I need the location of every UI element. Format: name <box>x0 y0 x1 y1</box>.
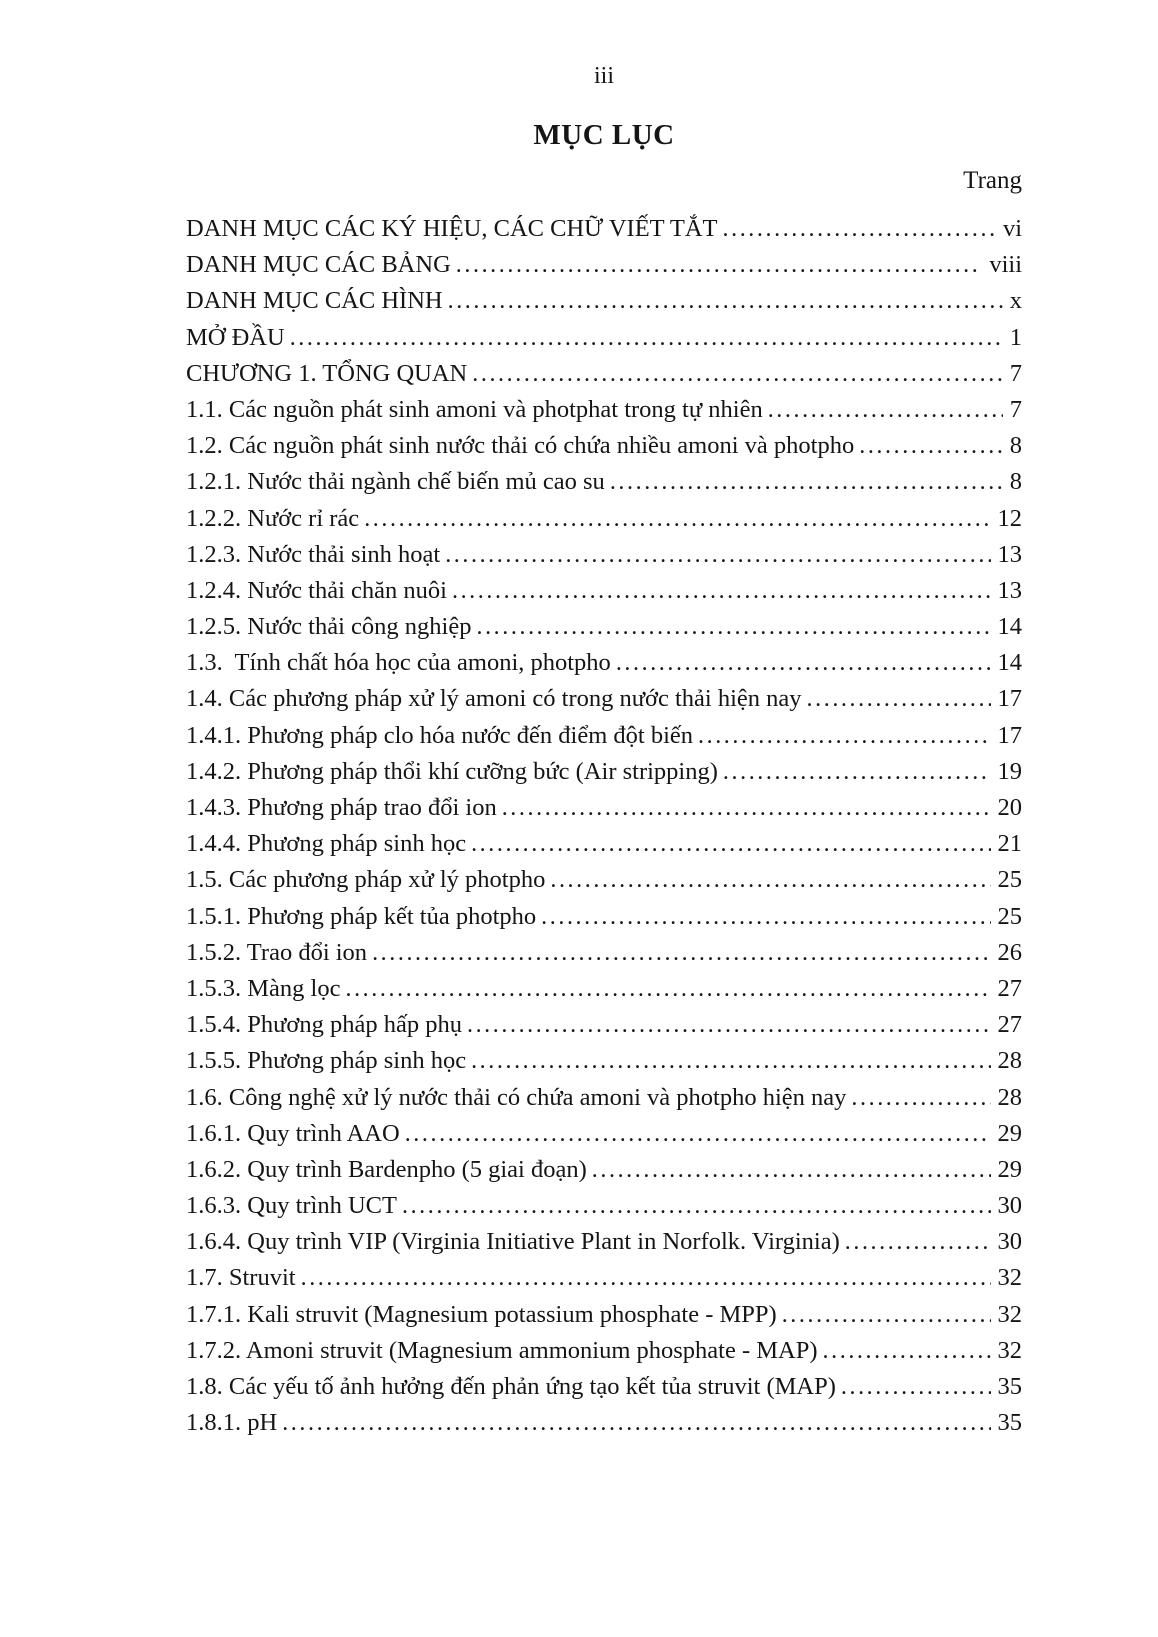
toc-entry-page-number: 29 <box>997 1155 1022 1183</box>
toc-entry-page-number: vi <box>1002 215 1022 242</box>
toc-entry-label: MỞ ĐẦU <box>186 323 285 351</box>
toc-entry-leader-dots <box>445 537 990 573</box>
toc-entry-page-number: 30 <box>997 1192 1022 1220</box>
toc-entry-label: 1.2.1. Nước thải ngành chế biến mủ cao su <box>186 468 605 496</box>
toc-entry <box>186 1043 1022 1079</box>
toc-entry <box>186 1333 1022 1369</box>
toc-entry-label: CHƯƠNG 1. TỔNG QUAN <box>186 359 468 387</box>
toc-entry-label: 1.4.2. Phương pháp thổi khí cưỡng bức (Air stripping) <box>186 757 718 785</box>
toc-entry-page-number: 8 <box>1009 432 1022 460</box>
toc-entry-label: DANH MỤC CÁC BẢNG <box>186 251 451 279</box>
toc-entry-page-number: 1 <box>1009 323 1022 351</box>
toc-entry-leader-dots <box>472 356 1003 392</box>
toc-entry-label: 1.2. Các nguồn phát sinh nước thải có chứa nhiều amoni và photpho <box>186 432 855 460</box>
toc-entry-page-number: 35 <box>997 1373 1022 1400</box>
toc-entry-label: 1.2.5. Nước thải công nghiệp <box>186 613 472 641</box>
toc-entry <box>186 1260 1022 1296</box>
toc-entry <box>186 464 1022 500</box>
toc-entry-label: 1.2.4. Nước thải chăn nuôi <box>186 576 447 604</box>
toc-entry-leader-dots <box>610 464 1003 500</box>
toc-entry-leader-dots <box>502 790 991 826</box>
toc-entry-page-number: 30 <box>997 1228 1022 1256</box>
toc-entry <box>186 501 1022 537</box>
toc-entry-leader-dots <box>859 428 1003 464</box>
toc-entry <box>186 1188 1022 1224</box>
toc-entry-page-number: 25 <box>997 902 1022 930</box>
toc-entry-page-number: 20 <box>997 794 1022 821</box>
toc-entry-label: 1.4.1. Phương pháp clo hóa nước đến điểm đột biến <box>186 721 693 749</box>
toc-entry-label: 1.7.1. Kali struvit (Magnesium potassium phosphate - MPP) <box>186 1300 777 1328</box>
toc-entry-label: 1.4.4. Phương pháp sinh học <box>186 830 467 858</box>
toc-entry-leader-dots <box>345 971 990 1007</box>
toc-entry-label: DANH MỤC CÁC HÌNH <box>186 287 443 315</box>
toc-entry-leader-dots <box>471 826 990 862</box>
toc-entry <box>186 609 1022 645</box>
toc-entry <box>186 790 1022 826</box>
toc-entry-label: 1.2.2. Nước rỉ rác <box>186 504 360 532</box>
toc-entry-page-number: 32 <box>997 1300 1022 1328</box>
toc-entry-leader-dots <box>471 1043 990 1079</box>
toc-entry-leader-dots <box>550 862 990 898</box>
toc-entry-leader-dots <box>807 681 991 717</box>
toc-entry-leader-dots <box>452 573 991 609</box>
toc-entry-leader-dots <box>823 1333 991 1369</box>
toc-entry-page-number: 17 <box>997 721 1022 749</box>
toc-entry-label: 1.6.4. Quy trình VIP (Virginia Initiative Plant in Norfolk. Virginia) <box>186 1228 840 1256</box>
toc-entry-label: 1.6.1. Quy trình AAO <box>186 1119 400 1147</box>
toc-entry-page-number: 32 <box>997 1336 1022 1364</box>
toc-entry <box>186 247 1022 283</box>
toc-entry-leader-dots <box>592 1152 991 1188</box>
toc-entry-label: 1.3. Tính chất hóa học của amoni, photpho <box>186 649 611 677</box>
toc-entry-page-number: 17 <box>997 685 1022 713</box>
toc-entry-leader-dots <box>301 1260 991 1296</box>
toc-entry-leader-dots <box>364 501 990 537</box>
toc-entry <box>186 645 1022 681</box>
toc-entry-label: DANH MỤC CÁC KÝ HIỆU, CÁC CHỮ VIẾT TẮT <box>186 215 718 242</box>
toc-entry-label: 1.5. Các phương pháp xử lý photpho <box>186 866 546 894</box>
toc-entry-label: 1.5.4. Phương pháp hấp phụ <box>186 1011 462 1039</box>
toc-entry-page-number: x <box>1009 287 1022 315</box>
toc-entry <box>186 899 1022 935</box>
toc-entry <box>186 1152 1022 1188</box>
toc-entry-leader-dots <box>616 645 991 681</box>
toc-entry-leader-dots <box>290 320 1003 356</box>
toc-entry-page-number: 7 <box>1009 395 1022 423</box>
toc-entry-label: 1.6. Công nghệ xử lý nước thải có chứa amoni và photpho hiện nay <box>186 1083 847 1111</box>
toc-entry-label: 1.5.3. Màng lọc <box>186 974 341 1002</box>
toc-entry <box>186 1369 1022 1405</box>
toc-entry-leader-dots <box>541 899 990 935</box>
toc-entry-label: 1.5.1. Phương pháp kết tủa photpho <box>186 902 537 930</box>
toc-entry-page-number: 27 <box>997 1011 1022 1039</box>
toc-entry-page-number: 32 <box>997 1264 1022 1292</box>
toc-entry-label: 1.7. Struvit <box>186 1264 296 1292</box>
toc-entry-page-number: 25 <box>997 866 1022 894</box>
toc-entry-label: 1.1. Các nguồn phát sinh amoni và photphat trong tự nhiên <box>186 395 763 423</box>
toc-entry-page-number: 14 <box>997 649 1022 677</box>
toc-entry-leader-dots <box>476 609 990 645</box>
toc-entry-label: 1.6.3. Quy trình UCT <box>186 1192 397 1220</box>
toc-entry <box>186 1116 1022 1152</box>
toc-entry-label: 1.5.2. Trao đổi ion <box>186 938 368 966</box>
toc-entry-leader-dots <box>698 718 991 754</box>
toc-entry-leader-dots <box>782 1297 991 1333</box>
toc-entry-label: 1.5.5. Phương pháp sinh học <box>186 1047 467 1075</box>
toc-entry-label: 1.4. Các phương pháp xử lý amoni có trong nước thải hiện nay <box>186 685 802 713</box>
toc-entry <box>186 718 1022 754</box>
toc-entry-page-number: 13 <box>997 576 1022 604</box>
toc-entry-leader-dots <box>723 754 991 790</box>
toc-entry-leader-dots <box>467 1007 991 1043</box>
toc-entry <box>186 681 1022 717</box>
toc-entry <box>186 1007 1022 1043</box>
toc-entry-leader-dots <box>372 935 990 971</box>
toc-entry-leader-dots <box>845 1224 991 1260</box>
toc-entry-page-number: 7 <box>1009 359 1022 387</box>
toc-entry <box>186 537 1022 573</box>
toc-entry-page-number: 13 <box>997 540 1022 568</box>
toc-entry-label: 1.6.2. Quy trình Bardenpho (5 giai đoạn) <box>186 1155 587 1183</box>
toc-entry <box>186 754 1022 790</box>
page-column-header: Trang <box>963 167 1022 194</box>
toc-entry-leader-dots <box>282 1405 990 1441</box>
toc-entry-page-number: 12 <box>997 504 1022 532</box>
toc-entry-label: 1.7.2. Amoni struvit (Magnesium ammonium phosphate - MAP) <box>186 1336 818 1364</box>
toc-entry-page-number: 8 <box>1009 468 1022 496</box>
toc-entry-page-number: viii <box>989 251 1022 279</box>
toc-entry-page-number: 26 <box>997 938 1022 966</box>
toc-entry <box>186 1080 1022 1116</box>
toc-entry-page-number: 29 <box>997 1119 1022 1147</box>
toc-entry <box>186 211 1022 247</box>
toc-entry-leader-dots <box>448 283 1003 319</box>
toc-entry-page-number: 28 <box>997 1083 1022 1111</box>
page-title: MỤC LỤC <box>533 119 675 151</box>
toc-entry-leader-dots <box>402 1188 991 1224</box>
toc-entry-label: 1.2.3. Nước thải sinh hoạt <box>186 540 441 568</box>
toc-entry-leader-dots <box>851 1080 990 1116</box>
toc-entry-leader-dots <box>768 392 1003 428</box>
toc-list <box>186 211 1022 1441</box>
page-number-marker: iii <box>593 63 614 89</box>
toc-entry-page-number: 27 <box>997 974 1022 1002</box>
toc-entry-leader-dots <box>723 211 996 247</box>
toc-entry-label: 1.4.3. Phương pháp trao đổi ion <box>186 794 497 821</box>
toc-entry <box>186 935 1022 971</box>
toc-entry <box>186 826 1022 862</box>
toc-entry-leader-dots <box>841 1369 991 1405</box>
toc-entry <box>186 356 1022 392</box>
toc-entry-page-number: 21 <box>997 830 1022 858</box>
toc-entry-leader-dots <box>405 1116 991 1152</box>
toc-entry-leader-dots <box>456 247 983 283</box>
toc-entry <box>186 283 1022 319</box>
toc-entry <box>186 392 1022 428</box>
toc-entry-label: 1.8.1. pH <box>186 1409 278 1437</box>
toc-entry-page-number: 28 <box>997 1047 1022 1075</box>
toc-entry <box>186 320 1022 356</box>
toc-entry <box>186 428 1022 464</box>
toc-entry <box>186 1297 1022 1333</box>
toc-entry <box>186 971 1022 1007</box>
toc-entry <box>186 1405 1022 1441</box>
toc-entry-label: 1.8. Các yếu tố ảnh hưởng đến phản ứng tạo kết tủa struvit (MAP) <box>186 1373 836 1400</box>
toc-entry <box>186 862 1022 898</box>
toc-entry-page-number: 19 <box>997 757 1022 785</box>
toc-entry <box>186 1224 1022 1260</box>
toc-entry <box>186 573 1022 609</box>
toc-entry-page-number: 35 <box>997 1409 1022 1437</box>
toc-entry-page-number: 14 <box>997 613 1022 641</box>
